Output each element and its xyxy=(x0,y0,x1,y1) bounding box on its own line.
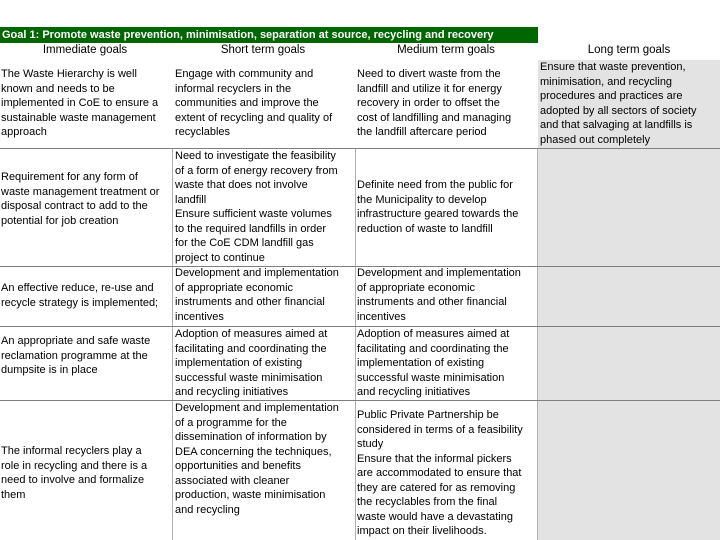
cell-text-line: Development and implementation xyxy=(357,267,521,279)
cell-medium-row4 xyxy=(357,327,537,400)
cell-long-row5 xyxy=(538,401,720,540)
cell-text-line: An appropriate and safe waste xyxy=(1,335,151,347)
cell-text-line: them xyxy=(1,488,26,501)
cell-text-line: the landfill aftercare period xyxy=(357,126,487,138)
header-long-term-goals: Long term goals xyxy=(587,44,671,56)
cell-text-line: and that salvaging at landfills is xyxy=(540,119,693,131)
cell-text-line: impact on their livelihoods. xyxy=(357,525,487,537)
cell-text-line: facilitating and coordinating the xyxy=(175,342,327,355)
cell-text-line: Adoption of measures aimed at xyxy=(175,328,328,340)
column-divider xyxy=(537,148,538,540)
cell-text-line: implemented in CoE to ensure a xyxy=(1,97,159,109)
cell-text-line: dumpsite is in place xyxy=(1,364,98,376)
cell-text-line: Engage with community and xyxy=(175,68,314,80)
cell-text-line: project to continue xyxy=(175,251,265,264)
cell-text-line: minimisation, and recycling xyxy=(540,75,673,88)
cell-text-line: incentives xyxy=(357,310,406,323)
cell-text-line: landfill xyxy=(175,193,207,206)
cell-text-line: for the CoE CDM landfill gas xyxy=(175,237,314,249)
cell-text-line: instruments and other financial xyxy=(357,296,507,308)
cell-text-line: reduction of waste to landfill xyxy=(357,222,493,235)
cell-text-line: Ensure that the informal pickers xyxy=(357,452,512,465)
cell-text-line: recyclables xyxy=(175,126,231,138)
cell-text-line: study xyxy=(357,438,384,450)
cell-text-line: successful waste minimisation xyxy=(357,371,505,384)
cell-text-line: Need to divert waste from the xyxy=(357,68,501,80)
cell-text-line: sustainable waste management xyxy=(1,111,156,124)
cell-text-line: opportunities and benefits xyxy=(175,460,301,472)
cell-text-line: adopted by all sectors of society xyxy=(540,104,697,117)
cell-text-line: Need to investigate the feasibility xyxy=(175,150,336,162)
cell-text-line: they are catered for as removing xyxy=(357,481,516,494)
cell-text-line: of appropriate economic xyxy=(357,281,476,294)
cell-text-line: the recyclables from the final xyxy=(357,496,498,508)
cell-text-line: role in recycling and there is a xyxy=(1,459,148,472)
cell-text-line: production, waste minimisation xyxy=(175,489,326,501)
column-divider xyxy=(355,148,356,540)
cell-text-line: disposal contract to add to the xyxy=(1,200,148,212)
cell-text-line: landfill and utilize it for energy xyxy=(357,82,502,95)
cell-text-line: implementation of existing xyxy=(175,357,303,369)
cell-text-line: The informal recyclers play a xyxy=(1,445,142,457)
row-divider xyxy=(0,148,720,149)
cell-text-line: need to involve and formalize xyxy=(1,474,145,486)
cell-text-line: of appropriate economic xyxy=(175,281,294,294)
cell-text-line: successful waste minimisation xyxy=(175,371,323,384)
cell-medium-row2 xyxy=(357,178,537,236)
cell-text-line: and recycling initiatives xyxy=(357,386,471,398)
cell-immediate-row1 xyxy=(1,67,172,140)
cell-medium-row5 xyxy=(357,408,537,539)
cell-medium-row1 xyxy=(357,67,537,140)
cell-immediate-row4 xyxy=(1,334,172,378)
cell-short-row3 xyxy=(175,266,355,324)
cell-text-line: of a programme for the xyxy=(175,416,287,429)
cell-text-line: considered in terms of a feasibility xyxy=(357,423,523,436)
cell-text-line: and recycling initiatives xyxy=(175,386,289,398)
cell-text-line: are accommodated to ensure that xyxy=(357,467,522,479)
cell-text-line: DEA concerning the techniques, xyxy=(175,445,332,458)
column-divider xyxy=(172,148,173,540)
cell-long-row2 xyxy=(538,149,720,266)
cell-text-line: instruments and other financial xyxy=(175,296,325,308)
cell-short-row1 xyxy=(175,67,355,140)
cell-text-line: Development and implementation xyxy=(175,402,339,414)
cell-text-line: waste management treatment or xyxy=(1,185,160,198)
cell-text-line: waste would have a devastating xyxy=(357,510,513,523)
cell-text-line: informal recyclers in the xyxy=(175,82,292,95)
cell-immediate-row5 xyxy=(1,444,172,502)
cell-text-line: known and needs to be xyxy=(1,82,115,95)
cell-long-row1-text xyxy=(540,60,720,147)
cell-text-line: The Waste Hierarchy is well xyxy=(1,68,137,80)
header-short-term-goals: Short term goals xyxy=(220,44,306,56)
cell-text-line: recovery in order to offset the xyxy=(357,97,500,109)
cell-long-row4 xyxy=(538,327,720,400)
cell-medium-row3 xyxy=(357,266,537,324)
cell-text-line: cost of landfilling and managing xyxy=(357,111,512,124)
cell-short-row4 xyxy=(175,327,355,400)
row-divider xyxy=(0,400,720,401)
cell-text-line: phased out completely xyxy=(540,133,651,146)
cell-long-row3 xyxy=(538,267,720,326)
cell-text-line: Public Private Partnership be xyxy=(357,409,499,421)
cell-text-line: An effective reduce, re-use and xyxy=(1,282,154,294)
cell-text-line: extent of recycling and quality of xyxy=(175,111,333,124)
cell-text-line: incentives xyxy=(175,310,224,323)
cell-immediate-row2 xyxy=(1,170,172,228)
cell-text-line: potential for job creation xyxy=(1,214,119,227)
cell-text-line: implementation of existing xyxy=(357,357,485,369)
cell-text-line: Development and implementation xyxy=(175,267,339,279)
header-immediate-goals: Immediate goals xyxy=(42,44,128,56)
cell-text-line: approach xyxy=(1,126,47,138)
cell-text-line: to the required landfills in order xyxy=(175,222,327,235)
cell-text-line: Requirement for any form of xyxy=(1,171,138,183)
cell-text-line: Adoption of measures aimed at xyxy=(357,328,510,340)
cell-text-line: dissemination of information by xyxy=(175,431,327,443)
cell-text-line: communities and improve the xyxy=(175,97,319,109)
cell-text-line: reclamation programme at the xyxy=(1,349,148,362)
cell-text-line: the Municipality to develop xyxy=(357,193,487,206)
cell-text-line: procedures and practices are xyxy=(540,90,683,102)
cell-short-row2 xyxy=(175,149,355,265)
cell-text-line: Definite need from the public for xyxy=(357,179,513,191)
cell-text-line: associated with cleaner xyxy=(175,474,290,487)
cell-short-row5 xyxy=(175,401,355,517)
cell-text-line: of a form of energy recovery from xyxy=(175,164,338,177)
goal-title: Goal 1: Promote waste prevention, minimisation, separation at source, recycling and recovery xyxy=(0,27,538,43)
cell-text-line: and recycling xyxy=(175,503,240,516)
cell-text-line: facilitating and coordinating the xyxy=(357,342,509,355)
cell-immediate-row3 xyxy=(1,281,172,310)
header-medium-term-goals: Medium term goals xyxy=(397,44,495,56)
cell-text-line: waste that does not involve xyxy=(175,179,308,191)
cell-text-line: Ensure sufficient waste volumes xyxy=(175,208,332,220)
cell-text-line: infrastructure geared towards the xyxy=(357,208,519,220)
cell-text-line: Ensure that waste prevention, xyxy=(540,61,686,73)
cell-text-line: recycle strategy is implemented; xyxy=(1,296,159,309)
